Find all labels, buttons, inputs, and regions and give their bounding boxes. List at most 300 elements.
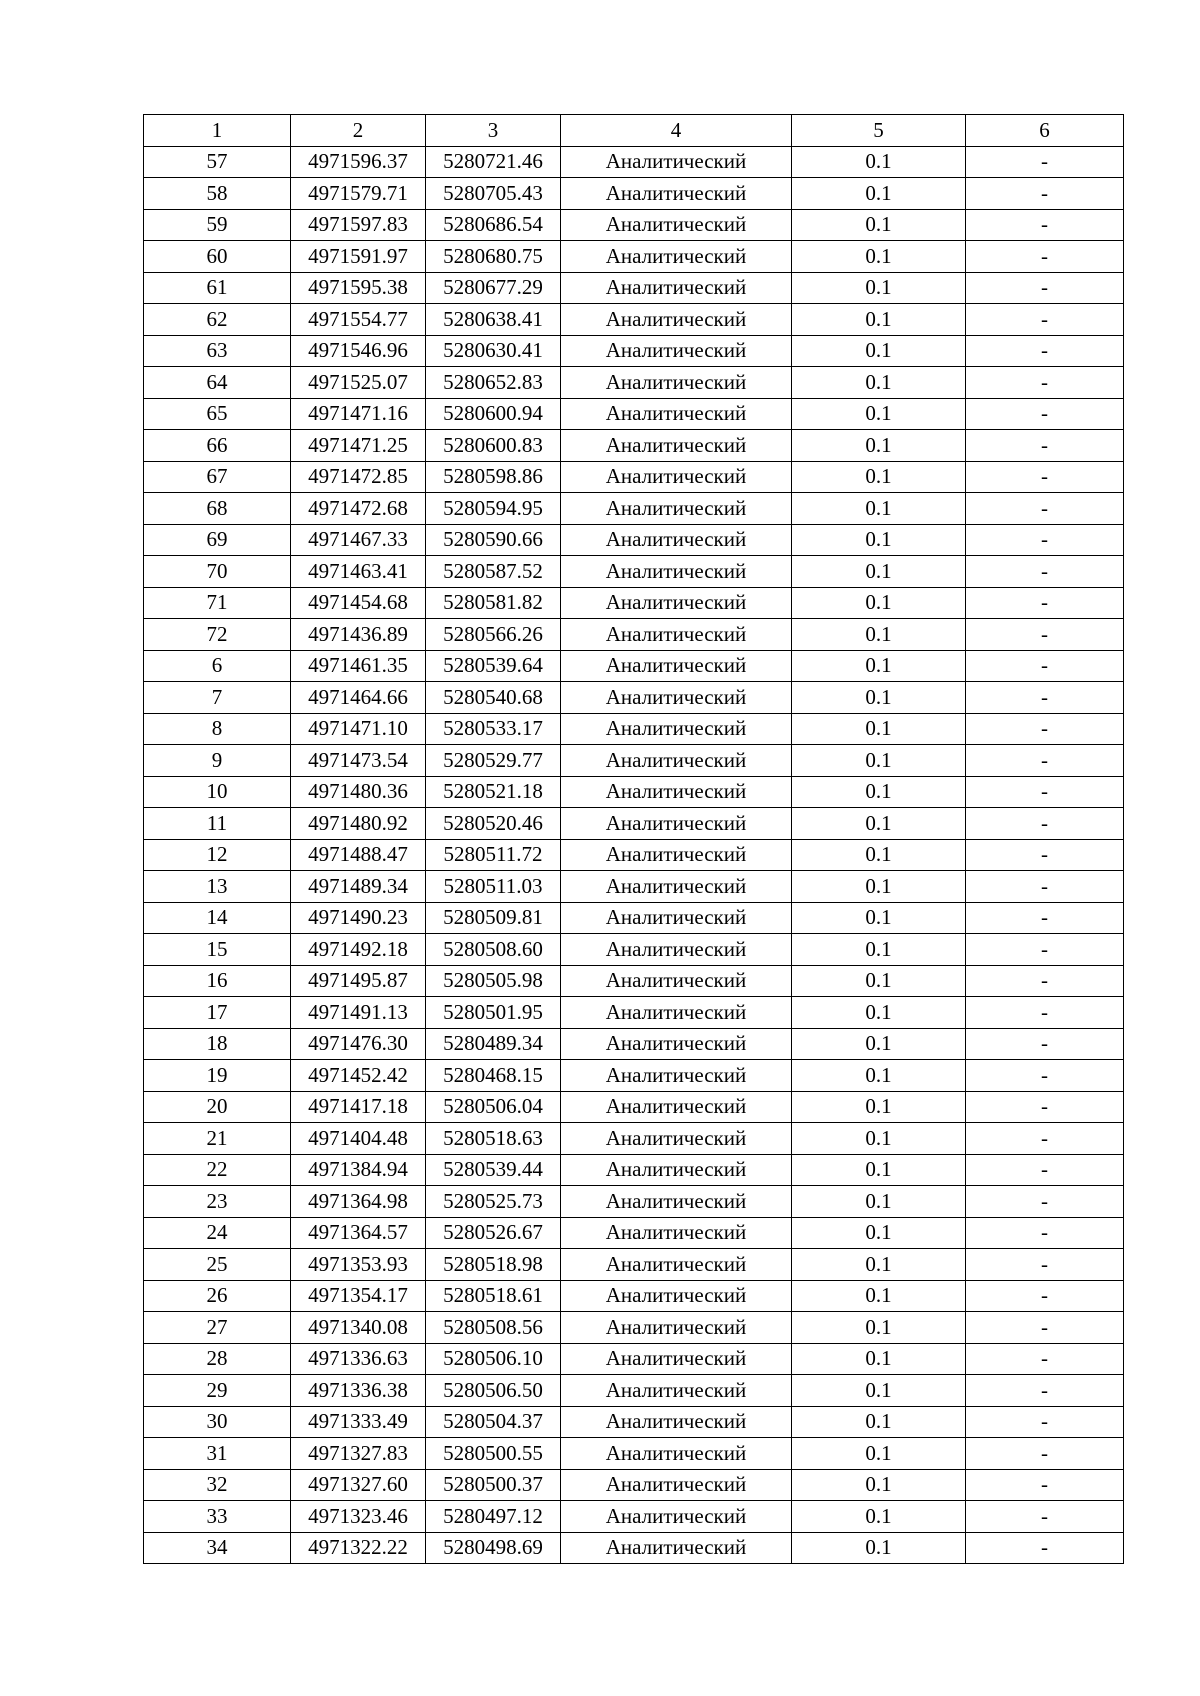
cell-point-number: 27 <box>144 1312 291 1344</box>
cell-accuracy: 0.1 <box>792 745 966 777</box>
cell-accuracy: 0.1 <box>792 178 966 210</box>
cell-point-number: 12 <box>144 839 291 871</box>
cell-accuracy: 0.1 <box>792 713 966 745</box>
cell-note: - <box>966 146 1124 178</box>
header-cell-col-2: 2 <box>291 115 426 147</box>
cell-note: - <box>966 965 1124 997</box>
cell-point-number: 22 <box>144 1154 291 1186</box>
cell-method: Аналитический <box>561 1280 792 1312</box>
cell-accuracy: 0.1 <box>792 335 966 367</box>
cell-method: Аналитический <box>561 430 792 462</box>
cell-method: Аналитический <box>561 1406 792 1438</box>
cell-x-coordinate: 4971353.93 <box>291 1249 426 1281</box>
cell-x-coordinate: 4971596.37 <box>291 146 426 178</box>
cell-y-coordinate: 5280525.73 <box>426 1186 561 1218</box>
cell-x-coordinate: 4971333.49 <box>291 1406 426 1438</box>
cell-y-coordinate: 5280533.17 <box>426 713 561 745</box>
cell-note: - <box>966 241 1124 273</box>
cell-note: - <box>966 745 1124 777</box>
cell-y-coordinate: 5280509.81 <box>426 902 561 934</box>
cell-point-number: 67 <box>144 461 291 493</box>
cell-x-coordinate: 4971336.63 <box>291 1343 426 1375</box>
cell-accuracy: 0.1 <box>792 304 966 336</box>
cell-y-coordinate: 5280521.18 <box>426 776 561 808</box>
cell-y-coordinate: 5280500.55 <box>426 1438 561 1470</box>
cell-note: - <box>966 335 1124 367</box>
cell-method: Аналитический <box>561 1469 792 1501</box>
table-row <box>144 272 1124 304</box>
cell-note: - <box>966 1217 1124 1249</box>
cell-accuracy: 0.1 <box>792 871 966 903</box>
cell-y-coordinate: 5280600.83 <box>426 430 561 462</box>
cell-note: - <box>966 619 1124 651</box>
cell-note: - <box>966 1501 1124 1533</box>
table-row <box>144 808 1124 840</box>
cell-x-coordinate: 4971467.33 <box>291 524 426 556</box>
cell-x-coordinate: 4971595.38 <box>291 272 426 304</box>
cell-note: - <box>966 1123 1124 1155</box>
cell-accuracy: 0.1 <box>792 493 966 525</box>
cell-point-number: 72 <box>144 619 291 651</box>
cell-method: Аналитический <box>561 178 792 210</box>
table-row <box>144 398 1124 430</box>
cell-method: Аналитический <box>561 1501 792 1533</box>
cell-point-number: 62 <box>144 304 291 336</box>
cell-point-number: 34 <box>144 1532 291 1564</box>
table-row <box>144 1123 1124 1155</box>
table-row <box>144 524 1124 556</box>
table-row <box>144 430 1124 462</box>
cell-x-coordinate: 4971546.96 <box>291 335 426 367</box>
cell-y-coordinate: 5280630.41 <box>426 335 561 367</box>
cell-note: - <box>966 902 1124 934</box>
cell-y-coordinate: 5280540.68 <box>426 682 561 714</box>
cell-note: - <box>966 871 1124 903</box>
cell-y-coordinate: 5280511.72 <box>426 839 561 871</box>
cell-x-coordinate: 4971480.36 <box>291 776 426 808</box>
cell-y-coordinate: 5280497.12 <box>426 1501 561 1533</box>
cell-note: - <box>966 1406 1124 1438</box>
table-row <box>144 1501 1124 1533</box>
cell-y-coordinate: 5280489.34 <box>426 1028 561 1060</box>
table-row <box>144 902 1124 934</box>
cell-y-coordinate: 5280500.37 <box>426 1469 561 1501</box>
cell-point-number: 65 <box>144 398 291 430</box>
cell-accuracy: 0.1 <box>792 398 966 430</box>
cell-x-coordinate: 4971473.54 <box>291 745 426 777</box>
cell-note: - <box>966 650 1124 682</box>
table-row <box>144 587 1124 619</box>
cell-accuracy: 0.1 <box>792 1123 966 1155</box>
cell-y-coordinate: 5280680.75 <box>426 241 561 273</box>
cell-accuracy: 0.1 <box>792 1438 966 1470</box>
cell-y-coordinate: 5280508.60 <box>426 934 561 966</box>
cell-note: - <box>966 1343 1124 1375</box>
cell-note: - <box>966 1154 1124 1186</box>
cell-y-coordinate: 5280539.44 <box>426 1154 561 1186</box>
cell-accuracy: 0.1 <box>792 934 966 966</box>
cell-x-coordinate: 4971463.41 <box>291 556 426 588</box>
cell-point-number: 13 <box>144 871 291 903</box>
cell-accuracy: 0.1 <box>792 1091 966 1123</box>
cell-note: - <box>966 304 1124 336</box>
cell-method: Аналитический <box>561 1028 792 1060</box>
cell-x-coordinate: 4971354.17 <box>291 1280 426 1312</box>
cell-method: Аналитический <box>561 1217 792 1249</box>
header-cell-col-4: 4 <box>561 115 792 147</box>
cell-accuracy: 0.1 <box>792 965 966 997</box>
cell-x-coordinate: 4971471.16 <box>291 398 426 430</box>
table-row <box>144 304 1124 336</box>
cell-accuracy: 0.1 <box>792 1249 966 1281</box>
cell-method: Аналитический <box>561 146 792 178</box>
cell-note: - <box>966 272 1124 304</box>
cell-point-number: 61 <box>144 272 291 304</box>
cell-point-number: 7 <box>144 682 291 714</box>
cell-point-number: 69 <box>144 524 291 556</box>
cell-accuracy: 0.1 <box>792 1532 966 1564</box>
cell-note: - <box>966 1375 1124 1407</box>
table-row <box>144 965 1124 997</box>
cell-y-coordinate: 5280598.86 <box>426 461 561 493</box>
cell-y-coordinate: 5280504.37 <box>426 1406 561 1438</box>
cell-point-number: 26 <box>144 1280 291 1312</box>
cell-x-coordinate: 4971464.66 <box>291 682 426 714</box>
cell-y-coordinate: 5280529.77 <box>426 745 561 777</box>
cell-accuracy: 0.1 <box>792 1060 966 1092</box>
cell-point-number: 20 <box>144 1091 291 1123</box>
cell-method: Аналитический <box>561 808 792 840</box>
cell-method: Аналитический <box>561 461 792 493</box>
table-row <box>144 493 1124 525</box>
cell-point-number: 15 <box>144 934 291 966</box>
cell-x-coordinate: 4971489.34 <box>291 871 426 903</box>
cell-x-coordinate: 4971404.48 <box>291 1123 426 1155</box>
cell-method: Аналитический <box>561 1154 792 1186</box>
cell-method: Аналитический <box>561 1249 792 1281</box>
cell-accuracy: 0.1 <box>792 1501 966 1533</box>
cell-accuracy: 0.1 <box>792 776 966 808</box>
cell-note: - <box>966 556 1124 588</box>
cell-method: Аналитический <box>561 1091 792 1123</box>
cell-y-coordinate: 5280581.82 <box>426 587 561 619</box>
cell-point-number: 59 <box>144 209 291 241</box>
table-row <box>144 1028 1124 1060</box>
cell-point-number: 66 <box>144 430 291 462</box>
cell-accuracy: 0.1 <box>792 682 966 714</box>
cell-note: - <box>966 524 1124 556</box>
table-row <box>144 619 1124 651</box>
cell-note: - <box>966 808 1124 840</box>
cell-y-coordinate: 5280705.43 <box>426 178 561 210</box>
cell-accuracy: 0.1 <box>792 902 966 934</box>
cell-method: Аналитический <box>561 1123 792 1155</box>
cell-point-number: 16 <box>144 965 291 997</box>
cell-method: Аналитический <box>561 1375 792 1407</box>
cell-x-coordinate: 4971384.94 <box>291 1154 426 1186</box>
cell-y-coordinate: 5280520.46 <box>426 808 561 840</box>
cell-y-coordinate: 5280594.95 <box>426 493 561 525</box>
cell-note: - <box>966 1249 1124 1281</box>
cell-point-number: 28 <box>144 1343 291 1375</box>
table-row <box>144 367 1124 399</box>
cell-method: Аналитический <box>561 398 792 430</box>
cell-x-coordinate: 4971327.83 <box>291 1438 426 1470</box>
cell-note: - <box>966 398 1124 430</box>
cell-note: - <box>966 1186 1124 1218</box>
table-row <box>144 1249 1124 1281</box>
cell-method: Аналитический <box>561 1532 792 1564</box>
table-row <box>144 776 1124 808</box>
cell-method: Аналитический <box>561 367 792 399</box>
cell-point-number: 33 <box>144 1501 291 1533</box>
cell-y-coordinate: 5280677.29 <box>426 272 561 304</box>
cell-y-coordinate: 5280652.83 <box>426 367 561 399</box>
cell-accuracy: 0.1 <box>792 808 966 840</box>
table-row <box>144 146 1124 178</box>
cell-accuracy: 0.1 <box>792 367 966 399</box>
cell-accuracy: 0.1 <box>792 1469 966 1501</box>
cell-method: Аналитический <box>561 934 792 966</box>
cell-note: - <box>966 1028 1124 1060</box>
table-row <box>144 335 1124 367</box>
cell-point-number: 17 <box>144 997 291 1029</box>
cell-x-coordinate: 4971472.85 <box>291 461 426 493</box>
cell-x-coordinate: 4971454.68 <box>291 587 426 619</box>
cell-point-number: 70 <box>144 556 291 588</box>
cell-accuracy: 0.1 <box>792 556 966 588</box>
cell-x-coordinate: 4971322.22 <box>291 1532 426 1564</box>
cell-accuracy: 0.1 <box>792 1406 966 1438</box>
cell-note: - <box>966 367 1124 399</box>
cell-x-coordinate: 4971491.13 <box>291 997 426 1029</box>
table-row <box>144 1375 1124 1407</box>
cell-point-number: 21 <box>144 1123 291 1155</box>
cell-point-number: 60 <box>144 241 291 273</box>
coordinates-table <box>143 114 1124 1564</box>
cell-method: Аналитический <box>561 524 792 556</box>
cell-note: - <box>966 430 1124 462</box>
cell-point-number: 71 <box>144 587 291 619</box>
cell-x-coordinate: 4971476.30 <box>291 1028 426 1060</box>
cell-method: Аналитический <box>561 871 792 903</box>
cell-method: Аналитический <box>561 839 792 871</box>
cell-point-number: 64 <box>144 367 291 399</box>
cell-x-coordinate: 4971436.89 <box>291 619 426 651</box>
cell-method: Аналитический <box>561 997 792 1029</box>
cell-note: - <box>966 839 1124 871</box>
cell-x-coordinate: 4971488.47 <box>291 839 426 871</box>
cell-point-number: 31 <box>144 1438 291 1470</box>
cell-method: Аналитический <box>561 556 792 588</box>
cell-x-coordinate: 4971340.08 <box>291 1312 426 1344</box>
cell-x-coordinate: 4971417.18 <box>291 1091 426 1123</box>
header-cell-col-6: 6 <box>966 115 1124 147</box>
cell-method: Аналитический <box>561 1186 792 1218</box>
cell-x-coordinate: 4971471.10 <box>291 713 426 745</box>
cell-y-coordinate: 5280511.03 <box>426 871 561 903</box>
cell-y-coordinate: 5280501.95 <box>426 997 561 1029</box>
table-row <box>144 178 1124 210</box>
cell-accuracy: 0.1 <box>792 430 966 462</box>
table-row <box>144 1438 1124 1470</box>
cell-method: Аналитический <box>561 776 792 808</box>
table-row <box>144 1280 1124 1312</box>
cell-x-coordinate: 4971471.25 <box>291 430 426 462</box>
cell-point-number: 19 <box>144 1060 291 1092</box>
cell-method: Аналитический <box>561 1312 792 1344</box>
cell-method: Аналитический <box>561 682 792 714</box>
cell-accuracy: 0.1 <box>792 272 966 304</box>
table-row <box>144 241 1124 273</box>
cell-note: - <box>966 461 1124 493</box>
table-row <box>144 713 1124 745</box>
table-row <box>144 1060 1124 1092</box>
cell-point-number: 6 <box>144 650 291 682</box>
cell-method: Аналитический <box>561 304 792 336</box>
cell-note: - <box>966 713 1124 745</box>
header-cell-col-1: 1 <box>144 115 291 147</box>
cell-y-coordinate: 5280686.54 <box>426 209 561 241</box>
cell-x-coordinate: 4971597.83 <box>291 209 426 241</box>
cell-accuracy: 0.1 <box>792 997 966 1029</box>
table-header <box>144 115 1124 147</box>
table-row <box>144 1217 1124 1249</box>
cell-method: Аналитический <box>561 272 792 304</box>
cell-point-number: 63 <box>144 335 291 367</box>
cell-point-number: 24 <box>144 1217 291 1249</box>
header-cell-col-3: 3 <box>426 115 561 147</box>
cell-point-number: 8 <box>144 713 291 745</box>
table-row <box>144 682 1124 714</box>
cell-x-coordinate: 4971525.07 <box>291 367 426 399</box>
cell-note: - <box>966 587 1124 619</box>
table-body <box>144 146 1124 1564</box>
cell-x-coordinate: 4971336.38 <box>291 1375 426 1407</box>
cell-note: - <box>966 1469 1124 1501</box>
cell-accuracy: 0.1 <box>792 1154 966 1186</box>
cell-point-number: 68 <box>144 493 291 525</box>
table-row <box>144 745 1124 777</box>
cell-accuracy: 0.1 <box>792 1186 966 1218</box>
cell-y-coordinate: 5280721.46 <box>426 146 561 178</box>
cell-note: - <box>966 776 1124 808</box>
cell-method: Аналитический <box>561 619 792 651</box>
cell-x-coordinate: 4971554.77 <box>291 304 426 336</box>
cell-x-coordinate: 4971364.57 <box>291 1217 426 1249</box>
cell-method: Аналитический <box>561 209 792 241</box>
cell-accuracy: 0.1 <box>792 839 966 871</box>
table-row <box>144 1406 1124 1438</box>
cell-x-coordinate: 4971591.97 <box>291 241 426 273</box>
cell-x-coordinate: 4971495.87 <box>291 965 426 997</box>
cell-point-number: 30 <box>144 1406 291 1438</box>
cell-point-number: 29 <box>144 1375 291 1407</box>
cell-point-number: 10 <box>144 776 291 808</box>
table-row <box>144 1532 1124 1564</box>
table-row <box>144 871 1124 903</box>
cell-accuracy: 0.1 <box>792 1375 966 1407</box>
cell-y-coordinate: 5280506.04 <box>426 1091 561 1123</box>
cell-y-coordinate: 5280587.52 <box>426 556 561 588</box>
cell-accuracy: 0.1 <box>792 241 966 273</box>
table-row <box>144 209 1124 241</box>
cell-method: Аналитический <box>561 241 792 273</box>
cell-accuracy: 0.1 <box>792 1028 966 1060</box>
table-row <box>144 556 1124 588</box>
cell-method: Аналитический <box>561 965 792 997</box>
cell-accuracy: 0.1 <box>792 650 966 682</box>
cell-note: - <box>966 209 1124 241</box>
cell-method: Аналитический <box>561 1343 792 1375</box>
table-row <box>144 1312 1124 1344</box>
cell-method: Аналитический <box>561 493 792 525</box>
cell-method: Аналитический <box>561 1438 792 1470</box>
cell-accuracy: 0.1 <box>792 587 966 619</box>
cell-method: Аналитический <box>561 650 792 682</box>
cell-method: Аналитический <box>561 713 792 745</box>
cell-accuracy: 0.1 <box>792 1312 966 1344</box>
header-row <box>144 115 1124 147</box>
table-row <box>144 650 1124 682</box>
cell-note: - <box>966 1312 1124 1344</box>
cell-note: - <box>966 178 1124 210</box>
cell-note: - <box>966 1532 1124 1564</box>
cell-y-coordinate: 5280498.69 <box>426 1532 561 1564</box>
table-row <box>144 997 1124 1029</box>
cell-x-coordinate: 4971323.46 <box>291 1501 426 1533</box>
table-row <box>144 934 1124 966</box>
cell-note: - <box>966 1280 1124 1312</box>
cell-y-coordinate: 5280506.50 <box>426 1375 561 1407</box>
cell-method: Аналитический <box>561 1060 792 1092</box>
cell-y-coordinate: 5280518.98 <box>426 1249 561 1281</box>
cell-x-coordinate: 4971461.35 <box>291 650 426 682</box>
cell-point-number: 58 <box>144 178 291 210</box>
cell-y-coordinate: 5280505.98 <box>426 965 561 997</box>
cell-accuracy: 0.1 <box>792 146 966 178</box>
cell-x-coordinate: 4971579.71 <box>291 178 426 210</box>
cell-method: Аналитический <box>561 745 792 777</box>
cell-point-number: 18 <box>144 1028 291 1060</box>
table-row <box>144 1343 1124 1375</box>
cell-method: Аналитический <box>561 335 792 367</box>
cell-accuracy: 0.1 <box>792 1280 966 1312</box>
cell-note: - <box>966 1091 1124 1123</box>
cell-y-coordinate: 5280518.63 <box>426 1123 561 1155</box>
cell-point-number: 11 <box>144 808 291 840</box>
table-row <box>144 1186 1124 1218</box>
cell-y-coordinate: 5280566.26 <box>426 619 561 651</box>
cell-accuracy: 0.1 <box>792 461 966 493</box>
cell-point-number: 57 <box>144 146 291 178</box>
cell-y-coordinate: 5280638.41 <box>426 304 561 336</box>
cell-accuracy: 0.1 <box>792 619 966 651</box>
cell-point-number: 32 <box>144 1469 291 1501</box>
cell-x-coordinate: 4971364.98 <box>291 1186 426 1218</box>
table-row <box>144 461 1124 493</box>
cell-point-number: 23 <box>144 1186 291 1218</box>
table-row <box>144 1091 1124 1123</box>
cell-y-coordinate: 5280468.15 <box>426 1060 561 1092</box>
cell-accuracy: 0.1 <box>792 209 966 241</box>
cell-note: - <box>966 997 1124 1029</box>
table-row <box>144 839 1124 871</box>
cell-note: - <box>966 493 1124 525</box>
cell-note: - <box>966 934 1124 966</box>
cell-accuracy: 0.1 <box>792 1343 966 1375</box>
cell-point-number: 9 <box>144 745 291 777</box>
